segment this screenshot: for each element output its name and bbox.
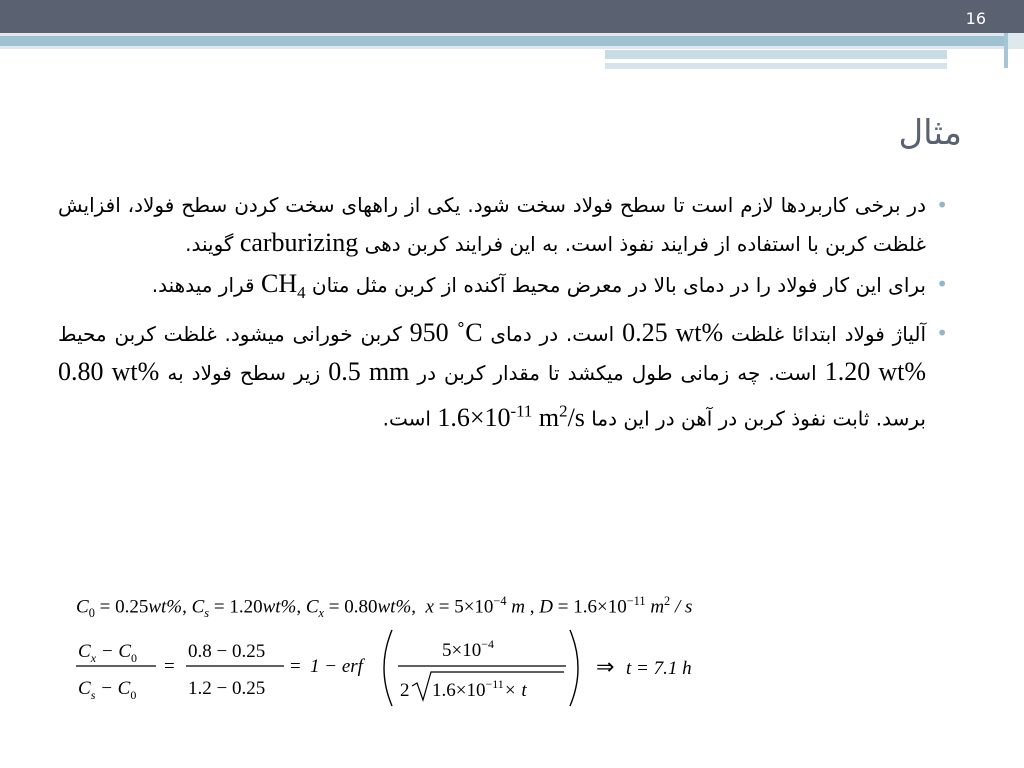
header-stripe-accent (0, 36, 1004, 46)
bullet-3-temp: 950 ˚C (409, 318, 483, 348)
frac-den-values: 1.2 − 0.25 (188, 678, 266, 699)
inner-den: $1.6\times 10^{-11}\times t$ (432, 677, 527, 701)
slide-title: مثال (898, 113, 962, 153)
frac-num-cx-c0: $C_x - C_0$ (78, 641, 138, 665)
bullet-3-p4: است. چه زمانی طول میکشد تا مقدار کربن در (417, 361, 817, 386)
bullet-1-text: در برخی کاربردها لازم است تا سطح فولاد سخت شود. یکی از راههای سخت کردن سطح فولاد، افزایش غلظت کربن با استفاده از فرایند نفوذ است. به این فرایند کربن دهی (58, 193, 926, 256)
inner-den-two: 2 (400, 680, 410, 701)
bullet-3-p7: است. (382, 406, 431, 431)
implies-arrow: ⇒ (596, 654, 615, 679)
bullet-2-post: قرار میدهند. (151, 273, 255, 297)
bullet-3-v1: 0.25 wt% (622, 318, 724, 348)
bullet-1-term: carburizing (239, 228, 359, 257)
slide-number: 16 (965, 9, 986, 28)
bullet-2-formula: $CH_4$ (260, 269, 306, 303)
header-vertical-line (1004, 33, 1008, 68)
bullet-3-depth: 0.5 mm (328, 357, 410, 387)
paren-right (570, 630, 578, 706)
bullet-1 (58, 186, 948, 263)
equals-2: = (290, 656, 301, 677)
paren-left (384, 630, 392, 706)
bullet-3-p5: زیر سطح فولاد به (167, 361, 321, 386)
equals-1: = (164, 656, 175, 677)
frac-den-cs-c0: $C_s - C_0$ (78, 678, 137, 702)
equation-solution (70, 628, 730, 708)
bullet-3-v2: 1.20 wt% (824, 357, 927, 387)
bullet-3-p6: برسد. ثابت نفوذ کربن در آهن در این دما (591, 406, 926, 431)
bullet-3-v3: 0.80 wt% (58, 357, 160, 387)
bullet-3-p2: است. در دمای (490, 322, 615, 347)
bullet-3-p1: آلیاژ فولاد ابتدائا غلظت (730, 322, 927, 347)
frac-num-values: 0.8 − 0.25 (188, 641, 266, 662)
bullet-2 (58, 265, 948, 312)
equation-solution-svg (70, 628, 730, 708)
bullet-3 (58, 314, 948, 438)
header-stripe-short-2 (605, 63, 947, 69)
bullet-2-pre: برای این کار فولاد را در دمای بالا در معرض محیط آکنده از کربن مثل متان (311, 273, 926, 297)
bullet-3-p3: کربن خورانی میشود. غلظت کربن محیط (58, 322, 402, 347)
header-bar (0, 0, 1024, 33)
result-time: t = 7.1 h (626, 658, 692, 679)
one-minus-erf: 1 − erf (310, 656, 363, 677)
bullet-1-tail: گویند. (185, 232, 234, 256)
inner-num: $5\times 10^{-4}$ (442, 637, 494, 661)
header-stripe-short (605, 50, 947, 59)
slide-body (58, 186, 948, 440)
equation-givens: $C_0 = 0.25wt\%$, $C_s = 1.20wt\%$, $C_x = 0.80wt\%$, $x = 5\times 10^{-4}$ m , $D = 1.6\times 10^{-11}$ $m^2$ / s (76, 594, 693, 621)
bullet-3-diffusivity: $1.6\times 10^{-11}$ $m^2/s$ (437, 401, 585, 432)
